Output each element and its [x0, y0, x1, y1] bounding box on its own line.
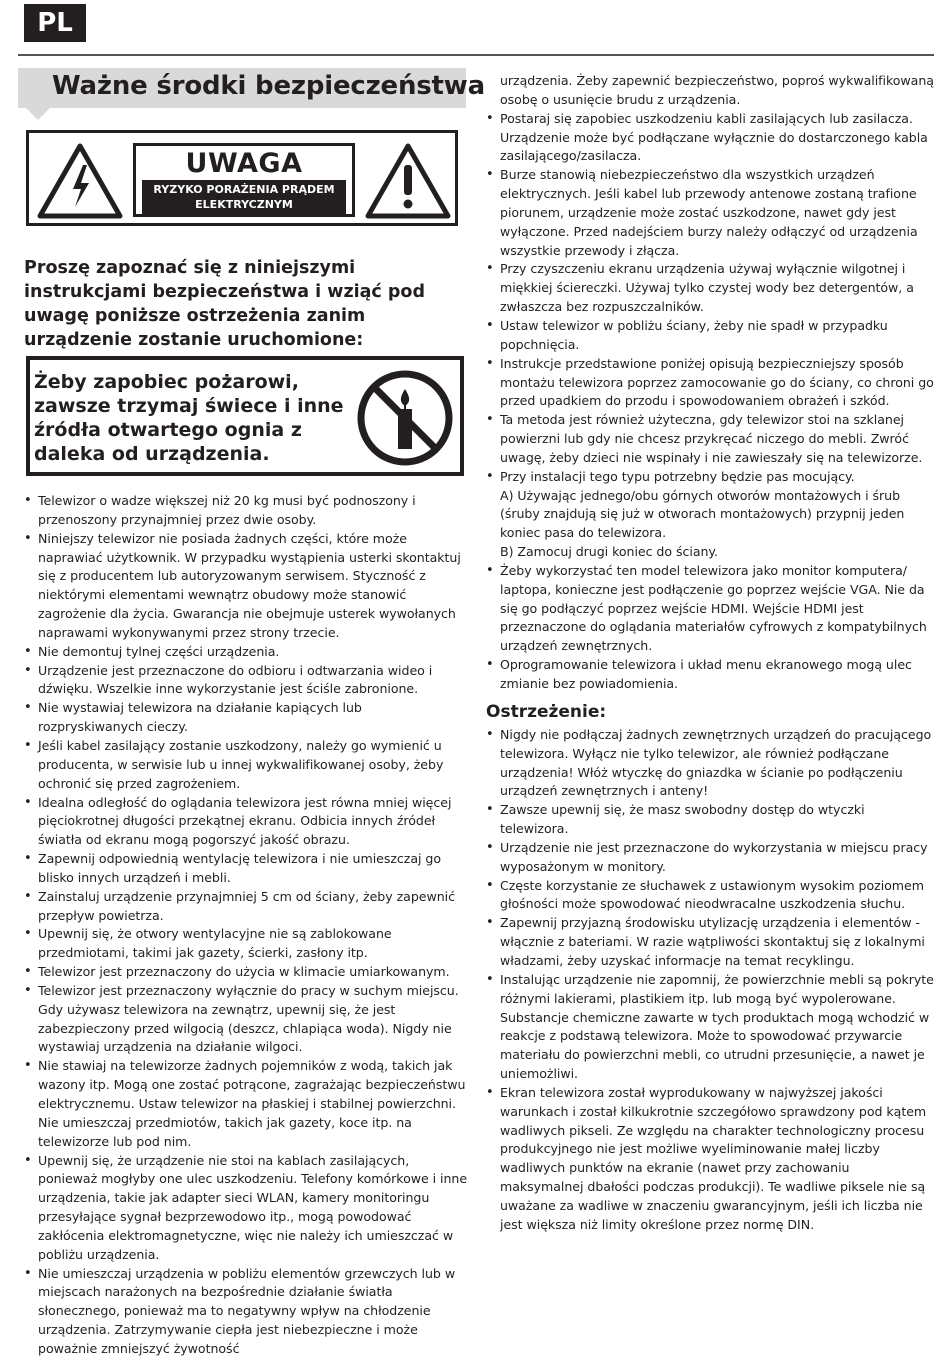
header-rule — [18, 54, 934, 56]
list-item — [24, 1152, 470, 1265]
list-item — [486, 468, 934, 562]
list-item-text: Instalując urządzenie nie zapomnij, że powierzchnie mebli są pokryte różnymi lakierami, plastikiem itp. lub mogą być wypolerowane. Substancje chemiczne zawarte w tych produktach mogą wchodzić w reakcje z podstawą telewizora. Może to spowodować przywarcie materiału do powierzchni mebli, co utrudni przesunięcie, a nawet je uniemożliwi. — [500, 971, 934, 1082]
exclamation-warning-icon — [365, 143, 451, 219]
list-item-text: Telewizor jest przeznaczony do użycia w klimacie umiarkowanym. — [38, 964, 450, 980]
list-item-text: Zapewnij odpowiednią wentylację telewizora i nie umieszczaj go blisko innych urządzeń i mebli. — [38, 851, 442, 885]
no-candle-icon — [356, 369, 454, 467]
list-item-text: Nie wystawiaj telewizora na działanie kapiących lub rozpryskiwanych cieczy. — [38, 700, 362, 735]
list-item-text: Zainstaluj urządzenie przynajmniej 5 cm od ściany, żeby zapewnić przepływ powietrza. — [38, 888, 455, 923]
list-item — [486, 260, 934, 317]
list-item — [486, 1084, 934, 1235]
list-item-text: Przy czyszczeniu ekranu urządzenia używaj wyłącznie wilgotnej i miękkiej ściereczki. Używaj tylko czystej wody bez detergentów, a zwłaszcza bez rozpuszczalników. — [500, 261, 914, 315]
list-item-text: Urządzenie jest przeznaczone do odbioru i odtwarzania wideo i dźwięku. Wszelkie inne wykorzystanie jest ściśle zabronione. — [38, 662, 433, 697]
list-item — [24, 699, 470, 737]
list-item — [24, 492, 470, 530]
right-safety-list — [486, 110, 934, 694]
list-item-text: Postaraj się zapobiec uszkodzeniu kabli zasilających lub zasilacza. Urządzenie może być podłączane wyłącznie do dostarczonego kabla zasilającego/zasilacza. — [500, 110, 928, 164]
list-item-text: Nie demontuj tylnej części urządzenia. — [38, 643, 280, 659]
continued-text: urządzenia. Żeby zapewnić bezpieczeństwo, poproś wykwalifikowaną osobę o usunięcie brudu z urządzenia. — [500, 73, 934, 107]
list-item — [24, 982, 470, 1057]
warning-heading: Ostrzeżenie: — [486, 701, 607, 722]
fire-warning-box — [26, 356, 464, 476]
list-item-text: Idealna odległość do oglądania telewizora jest równa mniej więcej pięciokrotnej długości przekątnej ekranu. Odbicia innych źródeł światła od ekranu mogą pogorszyć jakość obrazu. — [38, 794, 452, 848]
left-safety-list — [24, 492, 470, 1359]
list-item — [486, 317, 934, 355]
list-item — [486, 877, 934, 915]
page-title: Ważne środki bezpieczeństwa — [52, 71, 485, 101]
list-item-text: Oprogramowanie telewizora i układ menu ekranowego mogą ulec zmianie bez powiadomienia. — [500, 657, 912, 691]
caution-subtitle-line2: ELEKTRYCZNYM — [195, 198, 293, 211]
caution-subtitle-line1: RYZYKO PORAŻENIA PRĄDEM — [153, 183, 335, 196]
list-item — [486, 971, 934, 1084]
list-item — [24, 925, 470, 963]
caution-box — [26, 130, 458, 226]
list-item — [24, 662, 470, 700]
warning-list — [486, 726, 934, 1235]
list-item-text: Nie umieszczaj urządzenia w pobliżu elementów grzewczych lub w miejscach narażonych na bezpośrednie działanie światła słonecznego, ponieważ ma to negatywny wpływ na chłodzenie urządzenia. Zatrzymywanie ciepła jest niebezpieczne i może poważnie zmniejszyć żywotność — [38, 1265, 456, 1356]
list-item — [24, 1057, 470, 1151]
list-item-text: Upewnij się, że urządzenie nie stoi na kablach zasilających, ponieważ mogłyby one ulec uszkodzeniu. Telefony komórkowe i inne urządzenia, takie jak adapter sieci WLAN, kamery monitoringu przesyłające sygnał bezprzewodowo itp., mogą powodować zakłócenia elektromagnetyczne, więc nie należy ich umieszczać w pobliżu urządzenia. — [38, 1152, 468, 1262]
title-band — [18, 68, 485, 108]
mount-step: B) Zamocuj drugi koniec do ściany. — [500, 544, 718, 560]
list-item-text: Upewnij się, że otwory wentylacyjne nie są zablokowane przedmiotami, takimi jak gazety, ścierki, zasłony itp. — [38, 926, 392, 961]
list-item-text: Nie stawiaj na telewizorze żadnych pojemników z wodą, takich jak wazony itp. Mogą one zostać potrącone, zagrażając bezpieczeństwu elektrycznemu. Ustaw telewizor na płaskiej i stabilnej powierzchni. Nie umieszczaj przedmiotów, takich jak gazety, koce itp. na telewizorze lub pod nim. — [38, 1058, 466, 1149]
list-item — [486, 355, 934, 412]
list-item — [486, 914, 934, 971]
list-item-text: Telewizor jest przeznaczony wyłącznie do pracy w suchym miejscu. Gdy używasz telewizora na zewnątrz, upewnij się, że jest zabezpieczony przed wilgocią (deszcz, chlapiąca woda). Nigdy nie wystawiaj urządzenia na działanie wilgoci. — [38, 982, 459, 1055]
list-item-text: Zawsze upewnij się, że masz swobodny dostęp do wtyczki telewizora. — [500, 802, 865, 837]
list-item — [24, 963, 470, 982]
list-item-text: Nigdy nie podłączaj żadnych zewnętrznych urządzeń do pracującego telewizora. Wyłącz nie tylko telewizor, ale również podłączane urządzenia! Włóż wtyczkę do gniazdka w ścianie po podłączeniu urządzeń zewnętrznych i anteny! — [500, 726, 932, 799]
list-item-text: Przy instalacji tego typu potrzebny będzie pas mocujący. — [500, 468, 855, 484]
list-item — [486, 411, 934, 468]
list-item-text: Zapewnij przyjazną środowisku utylizację urządzenia i elementów - włącznie z bateriami. W razie wątpliwości skontaktuj się z lokalnymi władzami, żeby uzyskać informacje na temat recyklingu. — [500, 915, 925, 968]
mount-step: A) Używając jednego/obu górnych otworów montażowych i śrub (śruby znajdują się już w otworach montażowych) przypnij jeden koniec pasa do telewizora. — [500, 487, 905, 541]
list-item-text: Burze stanowią niebezpieczeństwo dla wszystkich urządzeń elektrycznych. Jeśli kabel lub przewody antenowe zostaną trafione piorunem, urządzenie może zostać uszkodzone, nawet gdy jest wyłączone. Przed nadejściem burzy należy odłączyć od urządzenia wszystkie przewody i złącza. — [500, 167, 918, 258]
list-item-text: Częste korzystanie ze słuchawek z ustawionym wysokim poziomem głośności może spowodować nieodwracalne uszkodzenia słuchu. — [500, 877, 924, 912]
list-item-text: Telewizor o wadze większej niż 20 kg musi być podnoszony i przenoszony przynajmniej przez dwie osoby. — [38, 493, 416, 527]
list-item — [24, 643, 470, 662]
list-item — [486, 726, 934, 801]
list-item-text: Ta metoda jest również użyteczna, gdy telewizor stoi na szklanej powierzni lub gdy nie chcesz przykręcać niczego do mebli. Zwróć uwagę, żeby dzieci nie wspinały i nie zawieszały się na telewizorze. — [500, 412, 923, 465]
caution-subtitle — [142, 180, 346, 215]
caution-title: UWAGA — [185, 148, 303, 179]
language-tab: PL — [24, 4, 86, 42]
list-item — [486, 656, 934, 694]
list-item — [486, 801, 934, 839]
list-item — [24, 737, 470, 794]
electric-shock-warning-icon — [37, 143, 123, 219]
left-column — [24, 492, 470, 1359]
intro-text: Proszę zapoznać się z niniejszymi instrukcjami bezpieczeństwa i wziąć pod uwagę poniższe ostrzeżenia zanim urządzenie zostanie uruchomione: — [24, 258, 425, 350]
list-item — [24, 794, 470, 851]
list-item — [486, 562, 934, 656]
list-item-text: Instrukcje przedstawione poniżej opisują bezpieczniejszy sposób montażu telewizora poprzez zamocowanie go do ściany, co chroni go przed upadkiem do przodu i spowodowaniem obrażeń i szkód. — [500, 355, 934, 409]
caution-label — [133, 143, 355, 217]
list-item — [24, 888, 470, 926]
list-item — [486, 110, 934, 167]
right-column — [486, 72, 934, 1235]
list-item — [24, 530, 470, 643]
list-item — [24, 850, 470, 888]
list-item-text: Niniejszy telewizor nie posiada żadnych części, które może naprawiać użytkownik. W przypadku wystąpienia usterki skontaktuj się z producentem lub autoryzowanym serwisem. Styczność z niektórymi elementami wewnątrz obudowy może stanowić zagrożenie dla życia. Gwarancja nie obejmuje usterek wywołanych naprawami wykonywanymi przez strony trzecie. — [38, 530, 461, 640]
list-item — [24, 1265, 470, 1359]
list-item-text: Ustaw telewizor w pobliżu ściany, żeby nie spadł w przypadku popchnięcia. — [500, 317, 888, 352]
list-item-text: Jeśli kabel zasilający zostanie uszkodzony, należy go wymienić u producenta, w serwisie lub u innej wykwalifikowanej osoby, żeby ochronić się przed zagrożeniem. — [38, 737, 444, 791]
list-item — [486, 839, 934, 877]
list-item-text: Urządzenie nie jest przeznaczone do wykorzystania w miejscu pracy wyposażonym w monitory. — [500, 839, 928, 874]
fire-warning-text: Żeby zapobiec pożarowi, zawsze trzymaj świece i inne źródła otwartego ognia z daleka od urządzenia. — [34, 371, 344, 465]
list-item-text: Żeby wykorzystać ten model telewizora jako monitor komputera/ laptopa, konieczne jest podłączenie go poprzez wejście VGA. Nie da się go podłączyć poprzez wejście HDMI. Wejście HDMI jest przeznaczone do oglądania materiałów cyfrowych z kompatybilnych urządzeń zewnętrznych. — [500, 562, 927, 654]
list-item-text: Ekran telewizora został wyprodukowany w najwyższej jakości warunkach i został kilkukrotnie szczegółowo sprawdzony pod kątem wadliwych pikseli. Ze względu na charakter technologiczny procesu produkcyjnego nie jest możliwe wyeliminowanie małej liczby wadliwych punktów na ekranie (nawet przy zachowaniu maksymalnej dbałości podczas produkcji). Te wadliwe piksele nie są uważane za wadliwe w znaczeniu gwarancyjnym, jeśli ich liczba nie jest większa niż limity określone przez normę DIN. — [500, 1084, 927, 1232]
list-item — [486, 166, 934, 260]
